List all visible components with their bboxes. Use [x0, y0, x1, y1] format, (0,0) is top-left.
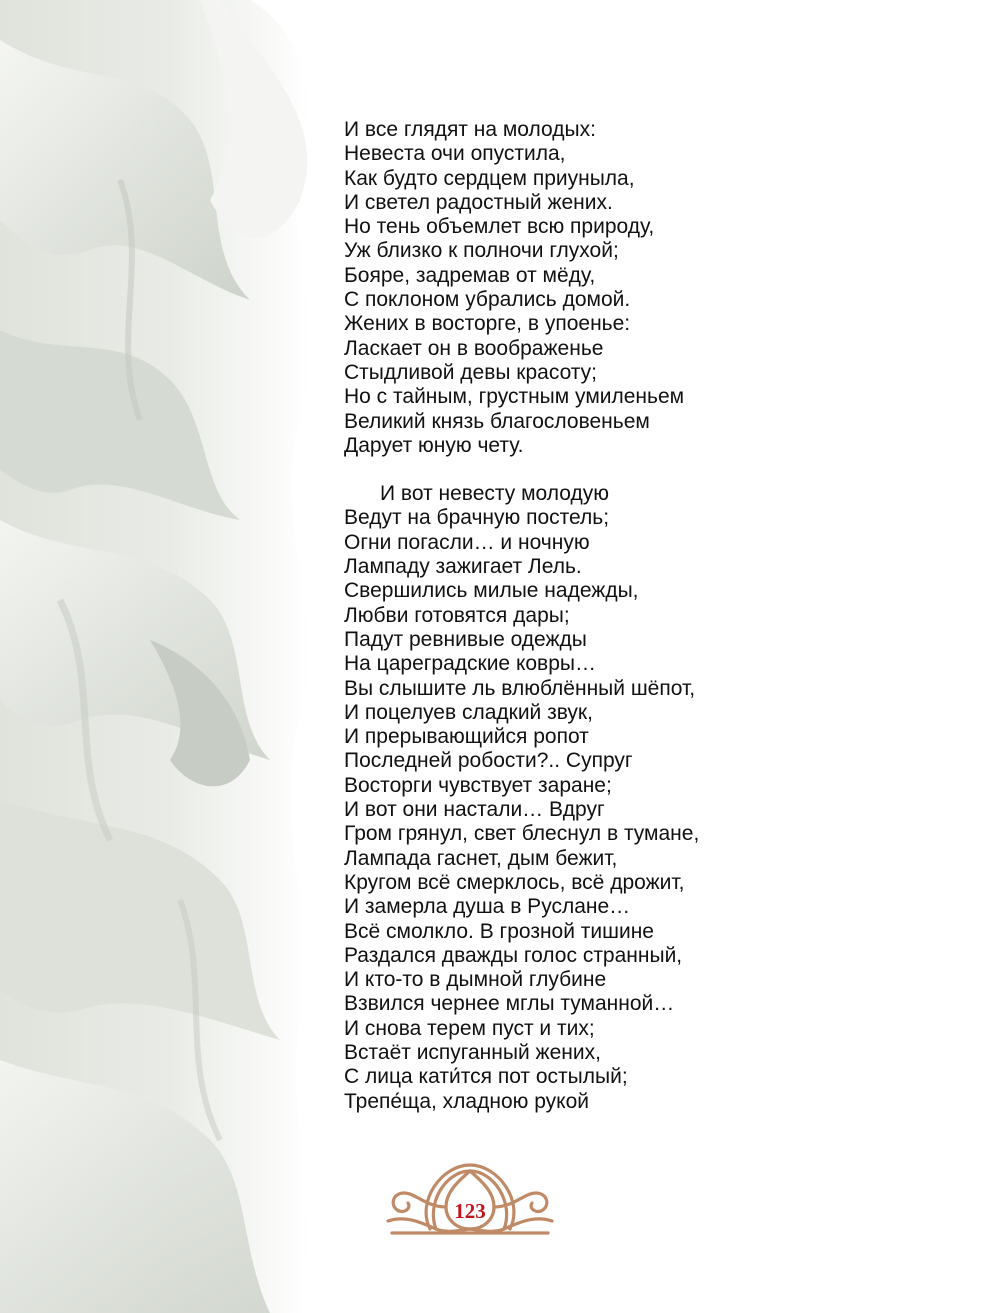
poem-line: Падут ревнивые одежды: [344, 627, 587, 651]
page-number-ornament: [386, 1163, 554, 1239]
poem-line: Лампада гаснет, дым бежит,: [344, 846, 618, 870]
poem-line: Жених в восторге, в упоенье:: [344, 312, 631, 336]
poem-line: Свершились милые надежды,: [344, 579, 639, 603]
poem-line: С поклоном убрались домой.: [344, 288, 631, 312]
poem-line: И кто-то в дымной глубине: [344, 968, 607, 992]
poem-line: Невеста очи опустила,: [344, 142, 566, 166]
poem-line: И вот невесту молодую: [380, 482, 609, 506]
poem-line: Но с тайным, грустным умиленьем: [344, 385, 685, 409]
poem-line: Бояре, задремав от мёду,: [344, 263, 596, 287]
poem-line: Раздался дважды голос странный,: [344, 943, 683, 967]
poem-line: Лампаду зажигает Лель.: [344, 555, 582, 579]
poem-line: И замерла душа в Руслане…: [344, 895, 631, 919]
poem-line: Кругом всё смерклось, всё дрожит,: [344, 870, 685, 894]
poem-line: С лица кати́тся пот остылый;: [344, 1065, 628, 1089]
poem-line: И все глядят на молодых:: [344, 118, 596, 141]
poem-line: Вы слышите ль влюблённый шёпот,: [344, 676, 696, 700]
poem-line: Уж близко к полночи глухой;: [344, 239, 619, 263]
poem-line: Стыдливой девы красоту;: [344, 360, 597, 384]
poem-line: И вот они настали… Вдруг: [344, 798, 605, 822]
poem-line: Всё смолкло. В грозной тишине: [344, 919, 654, 943]
stanza-2: [344, 482, 964, 1114]
poem-line: Встаёт испуганный жених,: [344, 1040, 601, 1064]
drapery-illustration: [0, 0, 400, 1313]
page-number: 123: [454, 1199, 486, 1223]
poem-line: Трепе́ща, хладною рукой: [344, 1089, 590, 1113]
poem-line: И поцелуев сладкий звук,: [344, 700, 593, 724]
poem-line: Дарует юную чету.: [344, 433, 524, 457]
poem-text: [344, 118, 964, 1114]
poem-line: Восторги чувствует заране;: [344, 773, 612, 797]
poem-line: Ласкает он в воображенье: [344, 336, 604, 360]
poem-line: И прерывающийся ропот: [344, 725, 589, 749]
poem-line: Гром грянул, свет блеснул в тумане,: [344, 822, 700, 846]
poem-line: На цареградские ковры…: [344, 652, 596, 676]
poem-line: И снова терем пуст и тих;: [344, 1016, 595, 1040]
poem-line: Любви готовятся дары;: [344, 603, 570, 627]
poem-line: Великий князь благословеньем: [344, 409, 650, 433]
poem-line: Как будто сердцем приуныла,: [344, 166, 635, 190]
drapery-image: [0, 0, 400, 1313]
poem-line: Ведут на брачную постель;: [344, 506, 610, 530]
poem-line: И светел радостный жених.: [344, 190, 613, 214]
stanza-1: [344, 118, 964, 458]
poem-line: Последней робости?.. Супруг: [344, 749, 633, 773]
poem-line: Взвился чернее мглы туманной…: [344, 992, 675, 1016]
poem-line: Огни погасли… и ночную: [344, 530, 590, 554]
poem-line: Но тень объемлет всю природу,: [344, 215, 655, 239]
